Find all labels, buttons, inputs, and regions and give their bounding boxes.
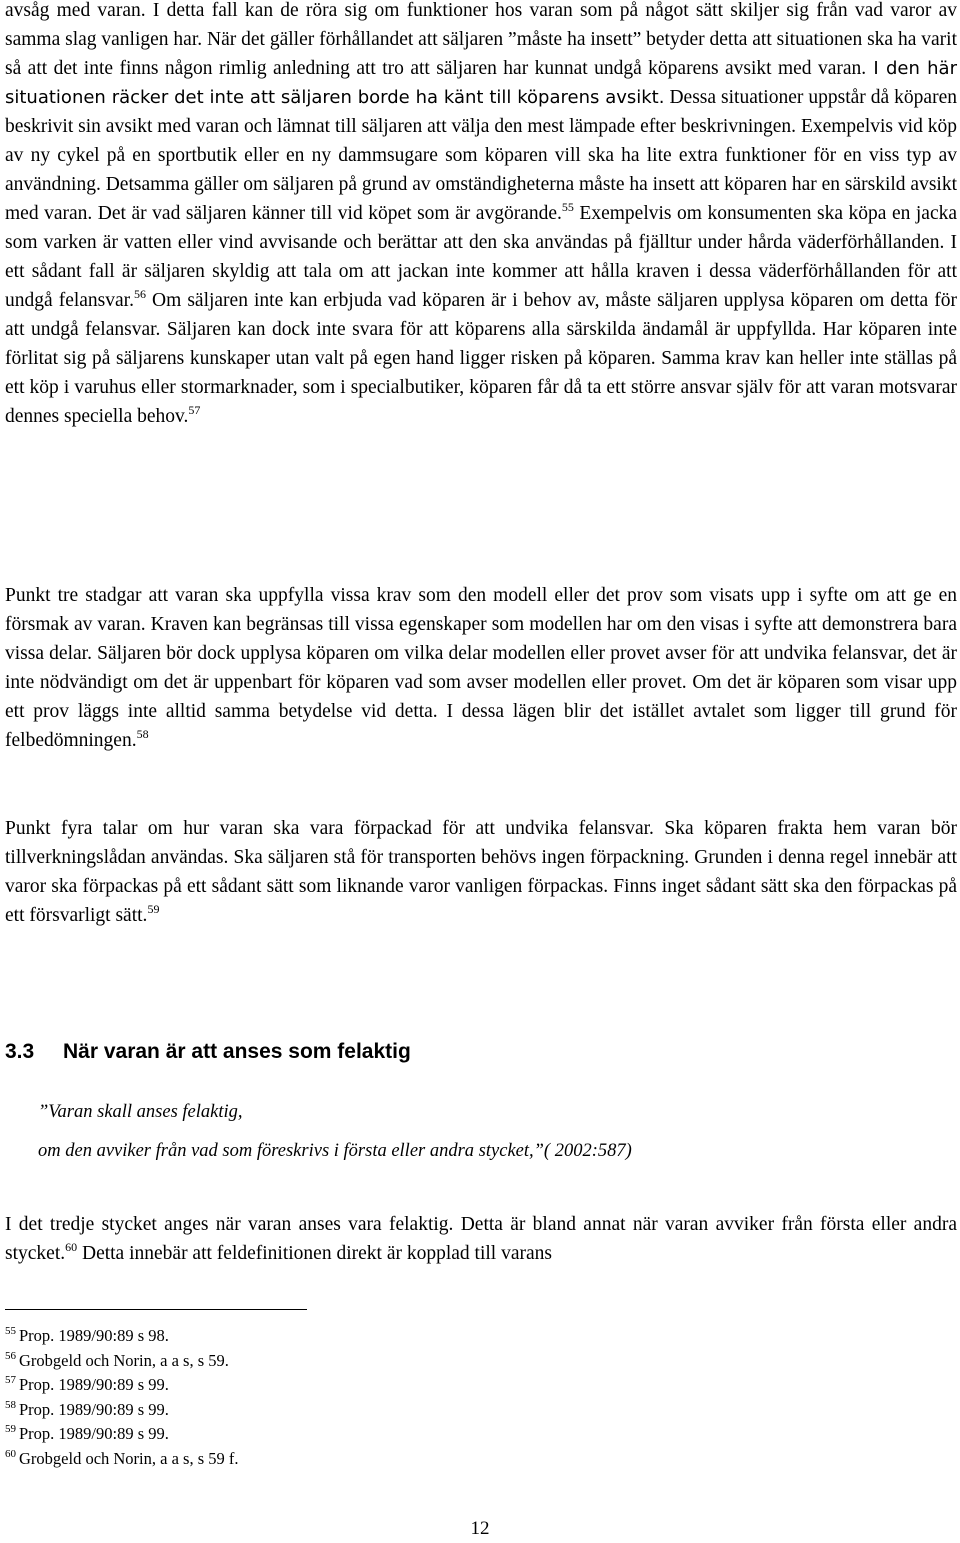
footnote [5, 1447, 239, 1472]
footnote-number: 56 [5, 1349, 16, 1362]
paragraph-text: I det tredje stycket anges när varan anses vara felaktig. Detta är bland annat när varan avviker från första eller andra stycket. [5, 1214, 957, 1264]
footnote-ref: 55 [561, 200, 574, 214]
footnote-text: Prop. 1989/90:89 s 99. [19, 1399, 169, 1419]
footnote [5, 1373, 239, 1398]
paragraph-intent [5, 0, 957, 431]
paragraph-text: Detta innebär att feldefinitionen direkt är kopplad till varans [77, 1243, 552, 1264]
footnote-text: Prop. 1989/90:89 s 99. [19, 1424, 169, 1443]
section-title: När varan är att anses som felaktig [63, 1040, 411, 1063]
section-number: 3.3 [5, 1040, 35, 1063]
footnote-list [5, 1324, 239, 1471]
paragraph-text: Om säljaren inte kan erbjuda vad köparen är i behov av, måste säljaren upplysa köparen om detta för att undgå felansvar. Säljaren kan dock inte svara för att köparens alla särskilda ändamål är uppfyllda. Har köparen inte förlitat sig på säljarens kunskaper utan valt på egen hand ligger risken på köparen. Samma krav kan heller inte ställas på ett köp i varuhus eller stormarknader, som i specialbutiker, köparen får då ta ett större ansvar själv för att varan motsvarar dennes speciella behov. [5, 290, 957, 427]
quote-line: om den avviker från vad som föreskrivs i första eller andra stycket,”( 2002:587) [38, 1141, 632, 1161]
footnote [5, 1324, 239, 1349]
footnote-number: 57 [5, 1374, 16, 1386]
paragraph-sample [5, 581, 957, 755]
footnote [5, 1349, 239, 1374]
paragraph-text: Exempelvis om konsumenten ska köpa en jacka som varken är vatten eller vind avvisande och berättar att den ska användas på fjälltur under hårda väderförhållanden. I ett sådant fall är säljaren skyldig att tala om att jackan inte kommer att hålla kraven i dessa väderförhållanden för att undgå felansvar. [5, 203, 958, 311]
section-heading [5, 1040, 411, 1064]
paragraph-text: avsåg med varan. I detta fall kan de röra sig om funktioner hos varan som på något sätt skiljer sig från vad varor av samma slag vanligen har. När det gäller förhållandet att säljaren ”måste ha insett” betyder detta att situationen ska ha varit så att det inte finns någon rimlig anledning att tro att säljaren har kunnat undgå köparens avsikt med varan. [5, 0, 957, 79]
quote-line: ”Varan skall anses felaktig, [38, 1102, 243, 1122]
footnote-number: 58 [5, 1398, 16, 1411]
footnote-number: 55 [5, 1325, 16, 1337]
footnote-divider [5, 1309, 307, 1310]
footnote-text: Grobgeld och Norin, a a s, s 59 f. [19, 1448, 239, 1468]
footnote-ref: 59 [147, 902, 160, 916]
paragraph-defect [5, 1210, 957, 1268]
footnote-number: 59 [5, 1423, 16, 1435]
footnote-ref: 57 [188, 403, 201, 417]
footnote-ref: 60 [65, 1240, 78, 1254]
footnote-ref: 58 [136, 727, 149, 741]
footnote-text: Prop. 1989/90:89 s 98. [19, 1326, 169, 1345]
page-number: 12 [470, 1518, 490, 1539]
footnote-number: 60 [5, 1447, 16, 1460]
footnote-text: Prop. 1989/90:89 s 99. [19, 1375, 169, 1394]
paragraph-packaging [5, 814, 957, 930]
footnote [5, 1398, 239, 1423]
paragraph-text: Punkt tre stadgar att varan ska uppfylla vissa krav som den modell eller det prov som visats upp i syfte om att ge en försmak av varan. Kraven kan begränsas till vissa egenskaper som modellen har om den visas i syfte att demonstrera bara vissa delar. Säljaren bör dock upplysa köparen om vilka delar modellen eller provet avser för att undvika felansvar, det är inte nödvändigt om det är uppenbart för köparen vad som avser modellen eller provet. Om det är köparen som visar upp ett prov läggs inte alltid samma betydelse vid detta. I dessa lägen blir det istället avtalet som ligger till grund för felbedömningen. [5, 585, 957, 751]
paragraph-text: Dessa situationer uppstår då köparen beskrivit sin avsikt med varan och lämnat till säljaren att välja den mest lämpade efter beskrivningen. Exempelvis vid köp av ny cykel på en sportbutik eller en ny dammsugare som köparen vill ska ha lite extra funktioner för en viss typ av användning. Detsamma gäller om säljaren på grund av omständigheterna måste ha insett att köparen har en särskild avsikt med varan. Det är vad säljaren känner till vid köpet som är avgörande. [5, 87, 957, 224]
paragraph-text: I den här situationen räcker det inte att säljaren borde ha känt till köparens avsikt. [5, 58, 957, 108]
footnote-ref: 56 [133, 287, 146, 301]
footnote-text: Grobgeld och Norin, a a s, s 59. [19, 1350, 229, 1370]
paragraph-text: Punkt fyra talar om hur varan ska vara förpackad för att undvika felansvar. Ska köparen frakta hem varan bör tillverkningslådan användas. Ska säljaren stå för transporten behövs ingen förpackning. Grunden i denna regel innebär att varor ska förpackas på ett sådant sätt som liknande varor vanligen förpackas. Finns inget sådant sätt ska den förpackas på ett försvarligt sätt. [5, 818, 957, 926]
footnote [5, 1422, 239, 1447]
